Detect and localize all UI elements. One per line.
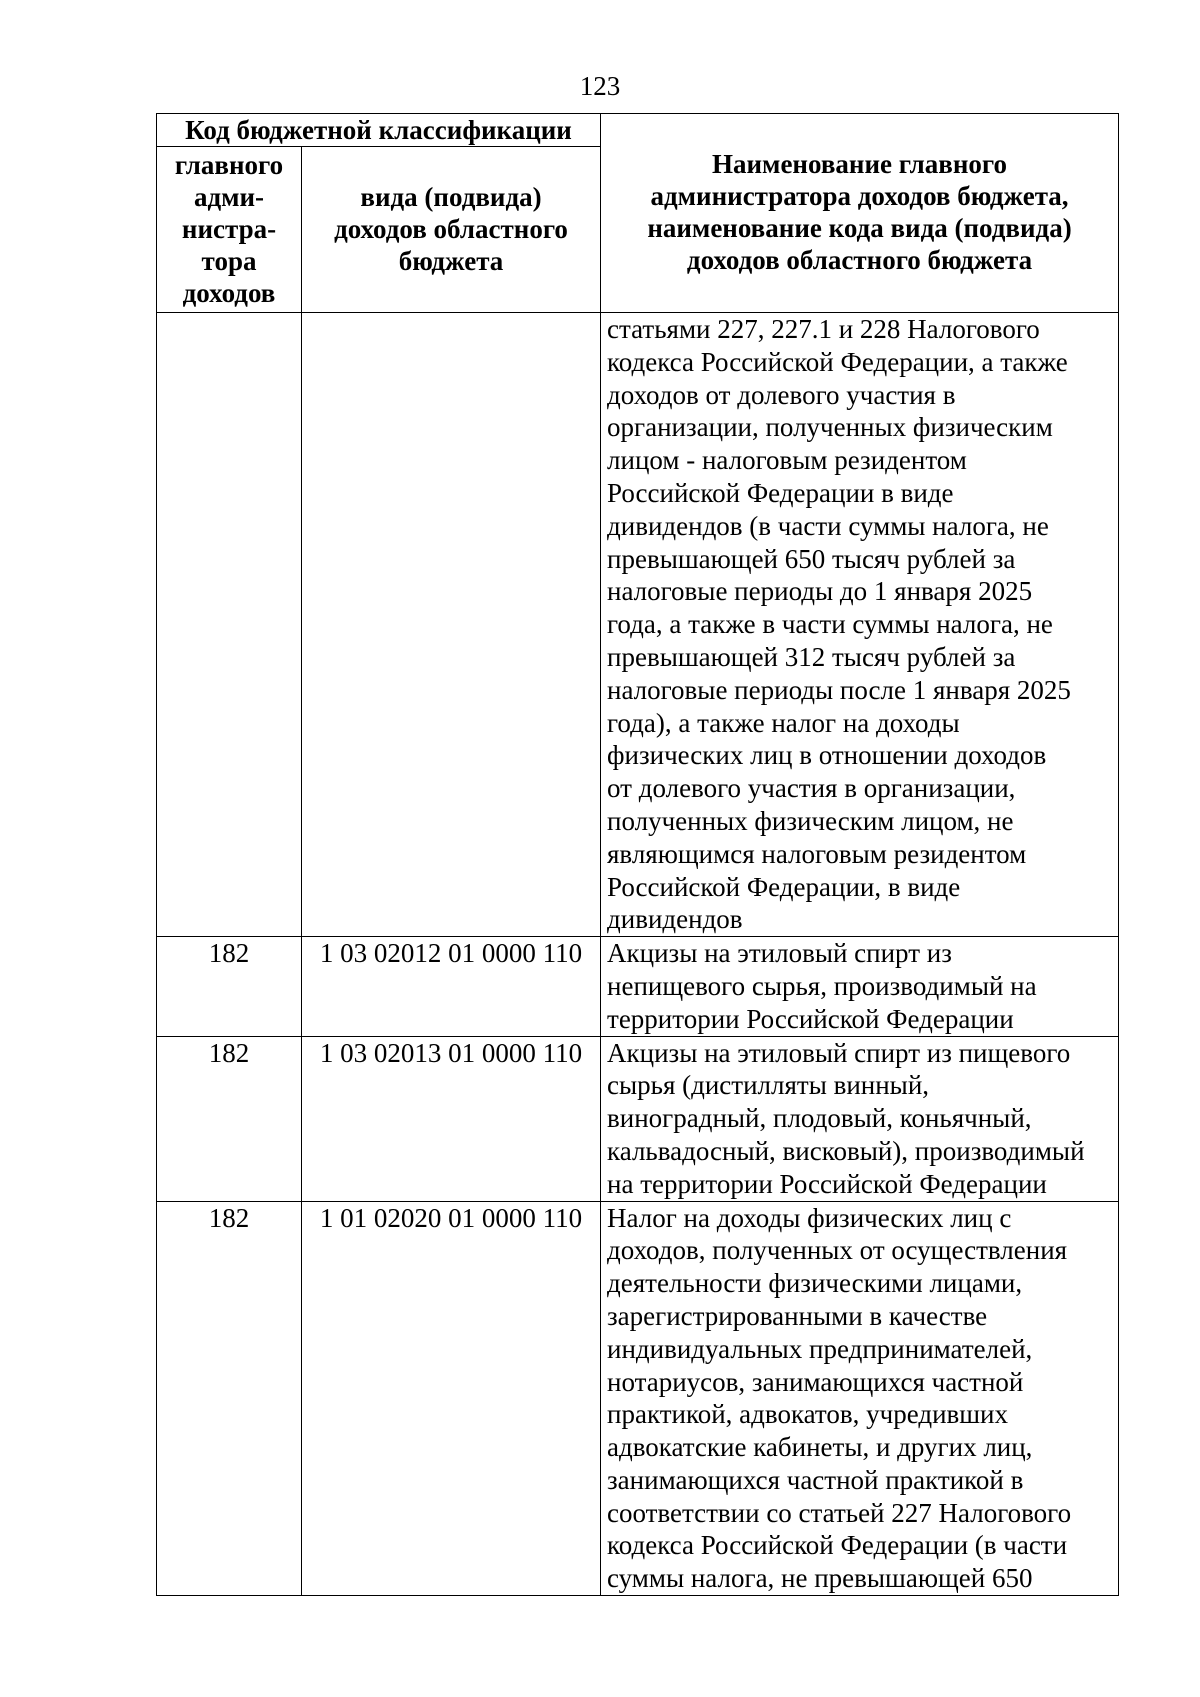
admin-code-cell: 182 <box>157 937 302 1036</box>
revenue-name-cell: Налог на доходы физических лиц с доходов, полученных от осуществления деятельности физическими лицами, зарегистрированными в качестве индивидуальных предпринимателей, нотариусов, занимающихся частной практикой, адвокатов, учредивших адвокатские кабинеты, и других лиц, занимающихся частной практикой в соответствии со статьей 227 Налогового кодекса Российской Федерации (в части суммы налога, не превышающей 650 <box>601 1201 1119 1596</box>
revenue-name-cell: Акцизы на этиловый спирт из непищевого сырья, производимый на территории Российской Федерации <box>601 937 1119 1036</box>
header-admin-column: главного адми- нистра- тора доходов <box>157 147 302 313</box>
page-number: 123 <box>579 71 621 101</box>
table-row <box>157 1201 1119 1596</box>
revenue-name-cell: статьями 227, 227.1 и 228 Налогового кодекса Российской Федерации, а также доходов от долевого участия в организации, полученных физическим лицом - налоговым резидентом Российской Федерации в виде дивидендов (в части суммы налога, не превышающей 650 тысяч рублей за налоговые периоды до 1 января 2025 года, а также в части суммы налога, не превышающей 312 тысяч рублей за налоговые периоды после 1 января 2025 года), а также налог на доходы физических лиц в отношении доходов от долевого участия в организации, полученных физическим лицом, не являющимся налоговым резидентом Российской Федерации, в виде дивидендов <box>601 313 1119 937</box>
admin-code-cell: 182 <box>157 1201 302 1596</box>
admin-code-cell: 182 <box>157 1036 302 1201</box>
revenue-name-cell: Акцизы на этиловый спирт из пищевого сырья (дистилляты винный, виноградный, плодовый, коньячный, кальвадосный, висковый), производимый на территории Российской Федерации <box>601 1036 1119 1201</box>
header-name-column: Наименование главного администратора доходов бюджета, наименование кода вида (подвида) доходов областного бюджета <box>601 114 1119 313</box>
table-row <box>157 313 1119 937</box>
admin-code-cell <box>157 313 302 937</box>
kind-code-cell <box>302 313 601 937</box>
table-header-row <box>157 114 1119 147</box>
header-classification-code: Код бюджетной классификации <box>157 114 601 147</box>
kind-code-cell: 1 03 02013 01 0000 110 <box>302 1036 601 1201</box>
kind-code-cell: 1 01 02020 01 0000 110 <box>302 1201 601 1596</box>
kind-code-cell: 1 03 02012 01 0000 110 <box>302 937 601 1036</box>
budget-classification-table <box>156 113 1119 1596</box>
table-row <box>157 1036 1119 1201</box>
table-row <box>157 937 1119 1036</box>
header-kind-column: вида (подвида) доходов областного бюджета <box>302 147 601 313</box>
